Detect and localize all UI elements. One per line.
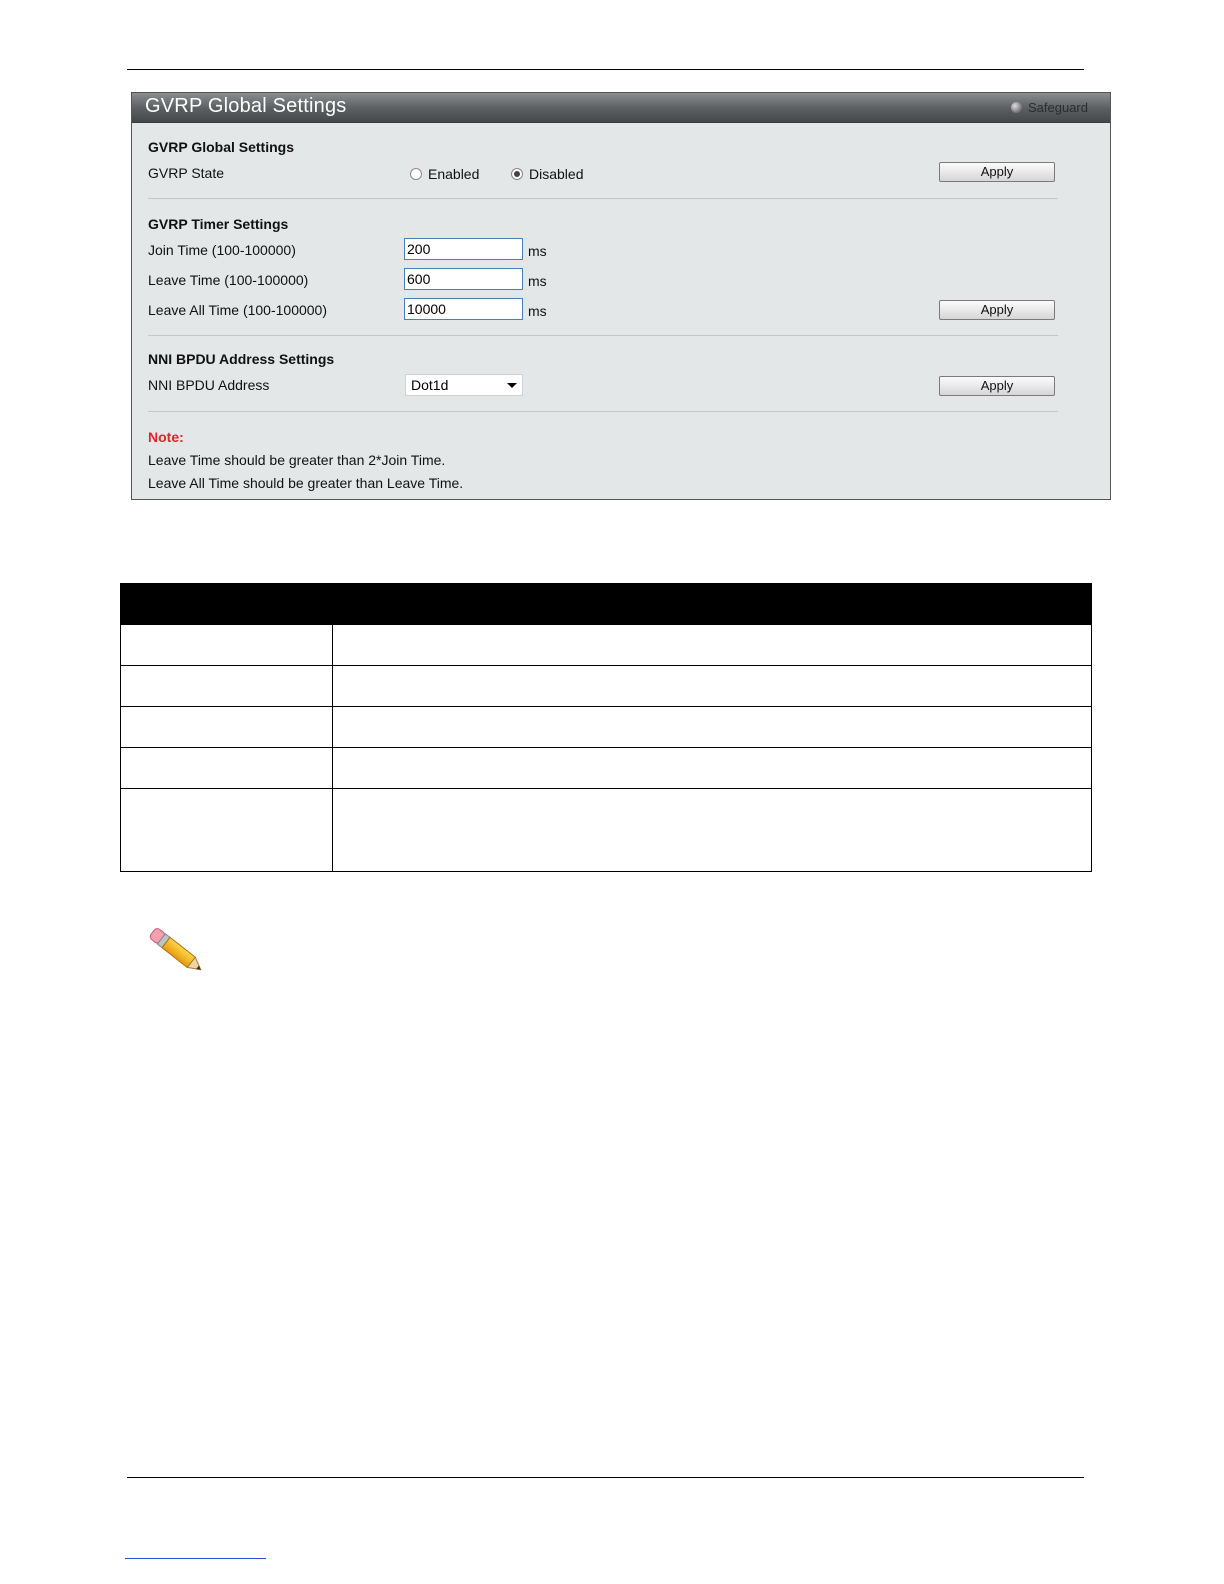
description-table: [120, 583, 1092, 872]
table-header-cell: [333, 584, 1092, 625]
table-row: [121, 707, 1092, 748]
timer-apply-button[interactable]: Apply: [939, 300, 1055, 320]
safeguard-indicator[interactable]: [1011, 100, 1088, 115]
nni-bpdu-address-value: Dot1d: [411, 377, 449, 393]
table-row: [121, 789, 1092, 872]
table-cell: [121, 789, 333, 872]
table-row: [121, 666, 1092, 707]
leave-all-time-input[interactable]: [404, 298, 523, 320]
pencil-icon: [140, 922, 212, 980]
note-line-2: Leave All Time should be greater than Leave Time.: [148, 475, 464, 491]
nni-bpdu-address-select[interactable]: [405, 374, 523, 396]
panel-header: [132, 93, 1110, 123]
gvrp-state-disabled-radio[interactable]: [511, 168, 523, 180]
panel-title: GVRP Global Settings: [145, 95, 347, 117]
footer-link-underline: [125, 1558, 266, 1559]
bottom-rule: [127, 1477, 1084, 1478]
nni-apply-button[interactable]: Apply: [939, 376, 1055, 396]
join-time-unit: ms: [528, 243, 547, 259]
gvrp-state-enabled-label[interactable]: Enabled: [428, 166, 480, 182]
table-cell: [121, 666, 333, 707]
join-time-input[interactable]: [404, 238, 523, 260]
table-row: [121, 625, 1092, 666]
table-row: [121, 748, 1092, 789]
table-cell: [121, 707, 333, 748]
leave-time-label: Leave Time (100-100000): [148, 272, 309, 288]
table-cell: [333, 625, 1092, 666]
leave-all-time-unit: ms: [528, 303, 547, 319]
note-line-1: Leave Time should be greater than 2*Join Time.: [148, 452, 446, 468]
gvrp-global-settings-panel: [131, 92, 1111, 500]
gvrp-state-enabled-radio[interactable]: [410, 168, 422, 180]
join-time-label: Join Time (100-100000): [148, 242, 296, 258]
top-rule: [127, 69, 1084, 70]
separator: [148, 335, 1058, 336]
leave-all-time-label: Leave All Time (100-100000): [148, 302, 327, 318]
timer-section-title: GVRP Timer Settings: [148, 216, 289, 232]
table-header-row: [121, 584, 1092, 625]
note-title: Note:: [148, 429, 184, 445]
nni-section-title: NNI BPDU Address Settings: [148, 351, 335, 367]
separator: [148, 198, 1058, 199]
table-cell: [333, 789, 1092, 872]
safeguard-dot-icon: [1011, 102, 1022, 113]
table-cell: [333, 707, 1092, 748]
table-header-cell: [121, 584, 333, 625]
table-cell: [333, 748, 1092, 789]
table-cell: [121, 625, 333, 666]
nni-bpdu-address-label: NNI BPDU Address: [148, 377, 270, 393]
table-cell: [121, 748, 333, 789]
leave-time-input[interactable]: [404, 268, 523, 290]
gvrp-state-label: GVRP State: [148, 165, 225, 181]
chevron-down-icon: [507, 383, 517, 388]
global-section-title: GVRP Global Settings: [148, 139, 294, 155]
gvrp-state-disabled-label[interactable]: Disabled: [529, 166, 584, 182]
safeguard-label: Safeguard: [1028, 100, 1088, 115]
global-apply-button[interactable]: Apply: [939, 162, 1055, 182]
table-cell: [333, 666, 1092, 707]
separator: [148, 411, 1058, 412]
leave-time-unit: ms: [528, 273, 547, 289]
